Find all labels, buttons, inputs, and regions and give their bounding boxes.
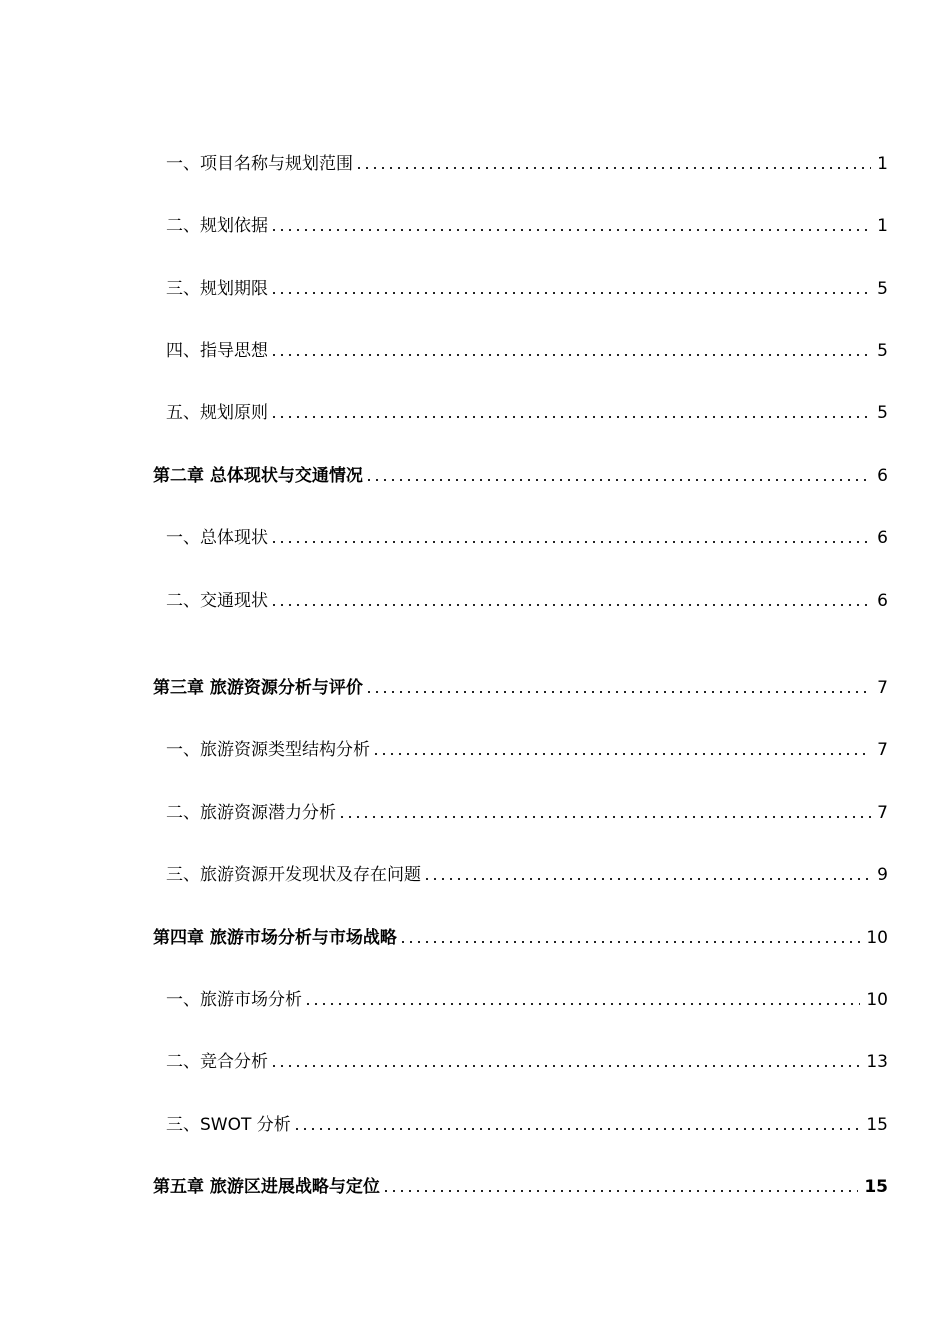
toc-entry-page: 9 [877,865,888,885]
toc-entry-title: 一、旅游资源类型结构分析 [166,740,370,760]
toc-entry-title: 四、指导思想 [166,341,268,361]
toc-chapter-title: 第四章 旅游市场分析与市场战略 [153,928,397,948]
toc-entry-page: 5 [877,341,888,361]
toc-entry[interactable] [166,582,888,612]
toc-entry[interactable] [166,1106,888,1136]
toc-chapter-title: 第五章 旅游区进展战略与定位 [153,1177,380,1197]
toc-chapter-page: 6 [877,466,888,486]
dot-leader [338,816,871,818]
toc-entry-page: 7 [877,803,888,823]
toc-entry[interactable] [166,981,888,1011]
toc-entry[interactable] [166,856,888,886]
toc-entry-page: 6 [877,528,888,548]
toc-entry[interactable] [166,519,888,549]
toc-chapter-entry[interactable] [153,669,888,699]
toc-chapter-title: 第三章 旅游资源分析与评价 [153,678,363,698]
toc-entry-title: 二、规划依据 [166,216,268,236]
toc-entry-page: 1 [877,216,888,236]
toc-entry[interactable] [166,394,888,424]
dot-leader [293,1128,861,1130]
toc-entry-title: 一、旅游市场分析 [166,990,302,1010]
toc-chapter-page: 15 [864,1177,888,1197]
dot-leader [423,878,871,880]
toc-entry-title: 一、项目名称与规划范围 [166,154,353,174]
dot-leader [304,1003,860,1005]
toc-entry[interactable] [166,207,888,237]
toc-entry-page: 13 [866,1052,888,1072]
toc-entry-title: 二、交通现状 [166,591,268,611]
dot-leader [372,753,871,755]
toc-chapter-entry[interactable] [153,457,888,487]
dot-leader [270,1065,860,1067]
toc-entry[interactable] [166,1043,888,1073]
toc-chapter-page: 10 [866,928,888,948]
toc-entry-title: 二、竞合分析 [166,1052,268,1072]
dot-leader [270,416,871,418]
toc-entry-page: 1 [877,154,888,174]
toc-entry-page: 5 [877,403,888,423]
toc-entry-title: 三、SWOT 分析 [166,1115,291,1135]
toc-entry[interactable] [166,270,888,300]
toc-chapter-title: 第二章 总体现状与交通情况 [153,466,363,486]
toc-entry[interactable] [166,145,888,175]
toc-entry-page: 15 [866,1115,888,1135]
dot-leader [355,167,871,169]
toc-entry-page: 7 [877,740,888,760]
dot-leader [270,292,871,294]
toc-chapter-entry[interactable] [153,919,888,949]
dot-leader [382,1190,858,1192]
dot-leader [365,691,871,693]
toc-chapter-entry[interactable] [153,1168,888,1198]
toc-entry-title: 五、规划原则 [166,403,268,423]
toc-entry-title: 三、规划期限 [166,279,268,299]
toc-entry-title: 三、旅游资源开发现状及存在问题 [166,865,421,885]
toc-entry[interactable] [166,332,888,362]
dot-leader [270,229,871,231]
toc-entry-title: 二、旅游资源潜力分析 [166,803,336,823]
toc-entry-page: 5 [877,279,888,299]
dot-leader [270,354,871,356]
toc-entry-title: 一、总体现状 [166,528,268,548]
toc-entry[interactable] [166,731,888,761]
dot-leader [365,479,871,481]
dot-leader [399,941,860,943]
toc-chapter-page: 7 [877,678,888,698]
dot-leader [270,541,871,543]
toc-entry-page: 10 [866,990,888,1010]
toc-entry[interactable] [166,794,888,824]
toc-entry-page: 6 [877,591,888,611]
dot-leader [270,604,871,606]
